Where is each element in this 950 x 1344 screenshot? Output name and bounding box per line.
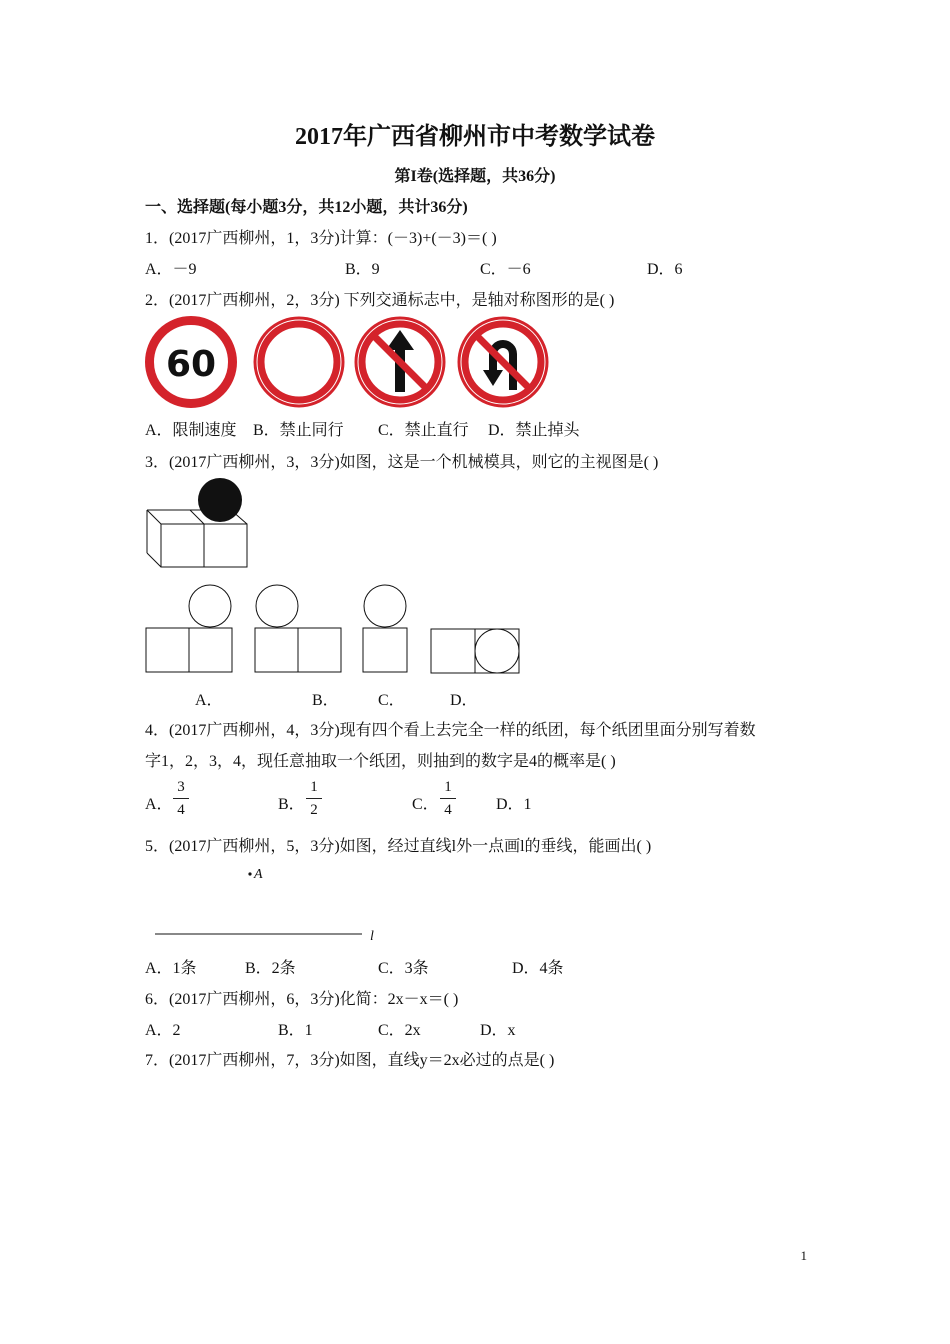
q4-option-c-fraction	[440, 778, 456, 819]
q4-b-numerator: 1	[310, 779, 318, 795]
question-5: 5．(2017广西柳州，5，3分)如图，经过直线l外一点画l的垂线，能画出( )	[145, 838, 652, 855]
view-option-d-figure	[430, 628, 522, 676]
speed-limit-value: 60	[165, 344, 217, 385]
q5-option-c: C．3条	[378, 960, 429, 977]
q4-a-denominator: 4	[177, 802, 185, 818]
section-heading: 一、选择题(每小题3分，共12小题，共计36分)	[145, 199, 468, 216]
question-2: 2．(2017广西柳州，2，3分) 下列交通标志中，是轴对称图形的是( )	[145, 292, 615, 309]
q1-option-b: B．9	[345, 261, 380, 278]
q6-option-b: B．1	[278, 1022, 313, 1039]
question-1: 1．(2017广西柳州，1，3分)计算：(－3)+(－3)＝( )	[145, 230, 497, 247]
view-option-a-figure	[145, 583, 235, 675]
perpendicular-line-figure	[150, 862, 390, 944]
q4-option-c-label: C．	[412, 796, 439, 813]
no-straight-sign-icon	[354, 316, 446, 408]
q4-c-numerator: 1	[444, 779, 452, 795]
q3-option-d: D．	[450, 692, 478, 709]
question-7: 7．(2017广西柳州，7，3分)如图，直线y＝2x必过的点是( )	[145, 1052, 555, 1069]
q3-option-a: A．	[195, 692, 223, 709]
no-u-turn-sign-icon	[457, 316, 549, 408]
q2-option-c: C．禁止直行	[378, 422, 469, 439]
question-4-line-1: 4．(2017广西柳州，4，3分)现有四个看上去完全一样的纸团，每个纸团里面分别写着数	[145, 722, 756, 739]
q2-option-b: B．禁止同行	[253, 422, 344, 439]
line-l-label: l	[370, 929, 374, 944]
mold-3d-figure	[145, 476, 250, 572]
question-3: 3．(2017广西柳州，3，3分)如图，这是一个机械模具，则它的主视图是( )	[145, 454, 659, 471]
page-title: 2017年广西省柳州市中考数学试卷	[295, 124, 655, 150]
q1-option-c: C．－6	[480, 261, 531, 278]
q1-option-a: A．－9	[145, 261, 197, 278]
q6-option-a: A．2	[145, 1022, 181, 1039]
q4-option-b-fraction	[306, 778, 322, 819]
q3-option-b: B．	[312, 692, 339, 709]
question-6: 6．(2017广西柳州，6，3分)化简：2x－x＝( )	[145, 991, 459, 1008]
no-entry-sign-icon	[253, 316, 345, 408]
q6-option-d: D．x	[480, 1022, 516, 1039]
q4-c-denominator: 4	[444, 802, 452, 818]
q5-option-d: D．4条	[512, 960, 564, 977]
q3-option-c: C．	[378, 692, 405, 709]
q4-option-a-label: A．	[145, 796, 173, 813]
view-option-c-figure	[362, 583, 412, 675]
speed-limit-sign-icon	[145, 316, 237, 408]
q4-a-numerator: 3	[177, 779, 185, 795]
q4-option-a-fraction	[173, 778, 189, 819]
view-option-b-figure	[254, 583, 344, 675]
q2-option-d: D．禁止掉头	[488, 422, 580, 439]
page-subtitle: 第I卷(选择题，共36分)	[394, 168, 556, 185]
q5-option-a: A．1条	[145, 960, 197, 977]
point-a-dot	[248, 872, 251, 875]
q4-b-denominator: 2	[310, 802, 318, 818]
q1-option-d: D．6	[647, 261, 683, 278]
point-a-label: A	[254, 867, 263, 882]
q4-option-b-label: B．	[278, 796, 305, 813]
page-number: 1	[800, 1248, 807, 1263]
q6-option-c: C．2x	[378, 1022, 421, 1039]
q2-option-a: A．限制速度	[145, 422, 237, 439]
q4-option-d: D．1	[496, 796, 532, 813]
q5-option-b: B．2条	[245, 960, 296, 977]
question-4-line-2: 字1，2，3，4，现任意抽取一个纸团，则抽到的数字是4的概率是( )	[145, 753, 616, 770]
